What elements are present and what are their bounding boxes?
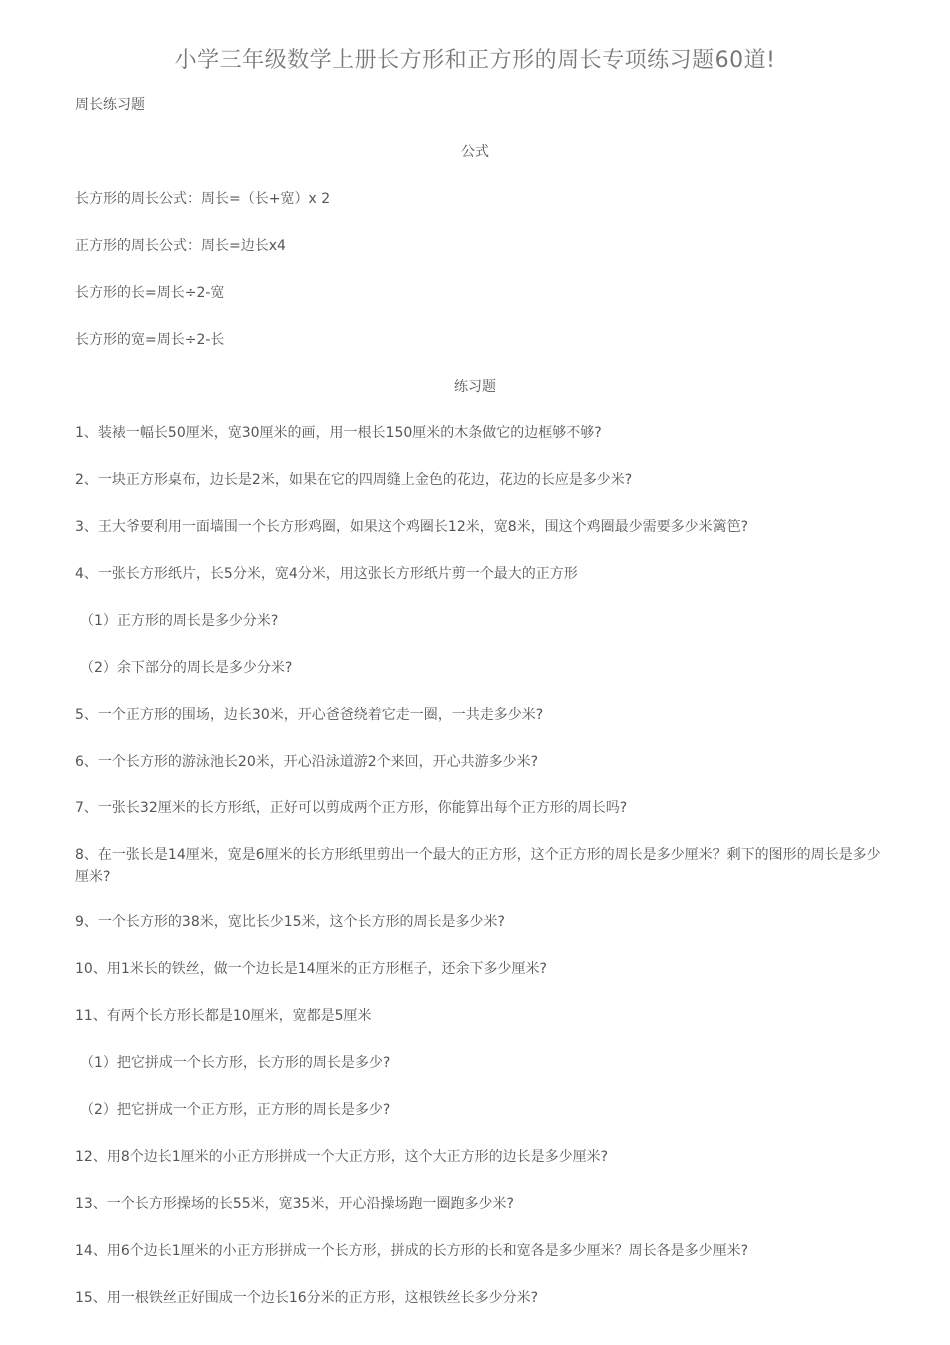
question-item: 12、用8个边长1厘米的小正方形拼成一个大正方形，这个大正方形的边长是多少厘米? (75, 1149, 609, 1165)
question-subitem: （2）把它拼成一个正方形，正方形的周长是多少? (80, 1102, 391, 1118)
document-title: 小学三年级数学上册长方形和正方形的周长专项练习题60道! (174, 48, 776, 73)
question-item: 7、一张长32厘米的长方形纸，正好可以剪成两个正方形，你能算出每个正方形的周长吗? (75, 800, 628, 816)
question-subitem: （1）把它拼成一个长方形，长方形的周长是多少? (80, 1055, 391, 1071)
question-item: 6、一个长方形的游泳池长20米，开心沿泳道游2个来回，开心共游多少米? (75, 754, 539, 770)
question-item: 14、用6个边长1厘米的小正方形拼成一个长方形，拼成的长方形的长和宽各是多少厘米？周长各是多少厘米? (75, 1243, 749, 1259)
question-item: 8、在一张长是14厘米，宽是6厘米的长方形纸里剪出一个最大的正方形，这个正方形的周长是多少厘米？剩下的图形的周长是多少厘米? (75, 847, 881, 885)
section-heading: 周长练习题 (75, 97, 145, 113)
formula-square-perimeter: 正方形的周长公式：周长=边长x4 (75, 238, 286, 254)
question-item: 11、有两个长方形长都是10厘米，宽都是5厘米 (75, 1008, 372, 1024)
question-item: 13、一个长方形操场的长55米，宽35米，开心沿操场跑一圈跑多少米? (75, 1196, 514, 1212)
question-item: 15、用一根铁丝正好围成一个边长16分米的正方形，这根铁丝长多少分米? (75, 1290, 539, 1306)
question-item: 3、王大爷要利用一面墙围一个长方形鸡圈，如果这个鸡圈长12米，宽8米，围这个鸡圈最少需要多少米篱笆? (75, 519, 749, 535)
question-subitem: （1）正方形的周长是多少分米? (80, 613, 279, 629)
question-subitem: （2）余下部分的周长是多少分米? (80, 660, 293, 676)
exercise-heading: 练习题 (454, 379, 496, 395)
formula-rectangle-perimeter: 长方形的周长公式：周长=（长+宽）x 2 (75, 191, 331, 207)
question-item: 1、装裱一幅长50厘米，宽30厘米的画，用一根长150厘米的木条做它的边框够不够? (75, 425, 602, 441)
question-item: 5、一个正方形的围场，边长30米，开心爸爸绕着它走一圈，一共走多少米? (75, 707, 544, 723)
question-item: 10、用1米长的铁丝，做一个边长是14厘米的正方形框子，还余下多少厘米? (75, 961, 547, 977)
formula-heading: 公式 (461, 144, 489, 160)
question-item: 9、一个长方形的38米，宽比长少15米，这个长方形的周长是多少米? (75, 914, 505, 930)
formula-rectangle-width: 长方形的宽=周长÷2-长 (75, 332, 225, 348)
question-item: 2、一块正方形桌布，边长是2米，如果在它的四周缝上金色的花边，花边的长应是多少米? (75, 472, 633, 488)
question-item: 4、一张长方形纸片，长5分米，宽4分米，用这张长方形纸片剪一个最大的正方形 (75, 566, 578, 582)
formula-rectangle-length: 长方形的长=周长÷2-宽 (75, 285, 225, 301)
